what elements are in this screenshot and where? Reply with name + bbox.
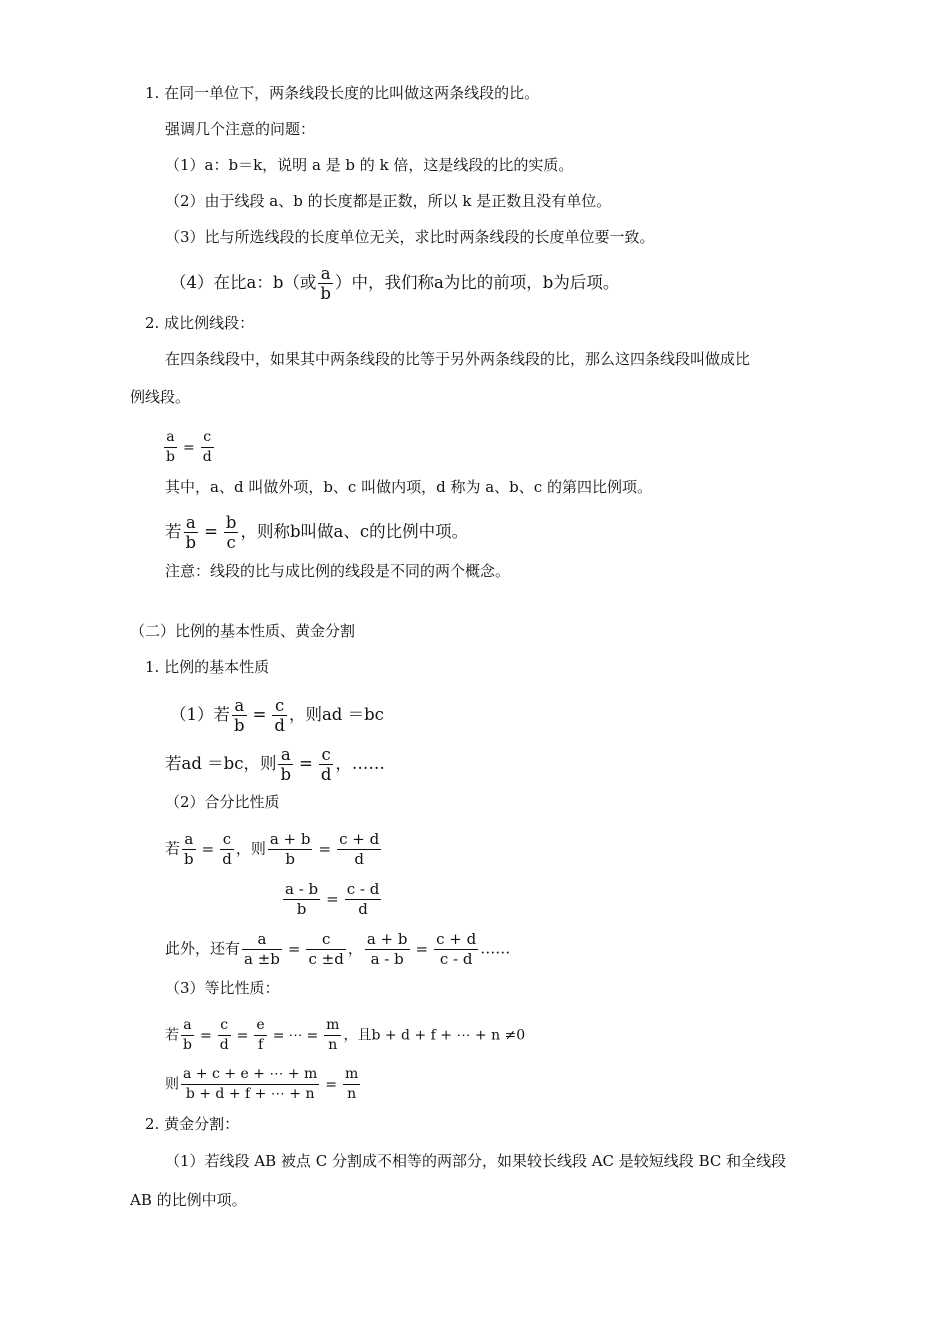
fraction-a-b (278, 745, 293, 784)
numerator: c (272, 696, 287, 716)
denominator: d (274, 716, 285, 735)
denominator: f (257, 1037, 264, 1053)
numerator: a (318, 264, 333, 284)
property-1-pre: （1）若 (170, 705, 230, 724)
comma: ， (347, 939, 363, 958)
fraction-e-f (254, 1016, 266, 1055)
fraction-c-d (220, 830, 234, 869)
denominator: b (320, 284, 331, 303)
fraction-a-b (181, 1016, 194, 1055)
denominator: b (285, 850, 295, 868)
numerator: b (225, 513, 237, 532)
fraction-c-cpmd (306, 930, 345, 969)
denominator: d (202, 449, 212, 465)
mean-proportional (165, 513, 468, 552)
numerator: c (218, 1016, 231, 1036)
ellipsis: …… (480, 939, 511, 958)
property-1 (170, 696, 384, 735)
fraction-a-apmb (242, 930, 282, 969)
then-word: 则 (165, 1076, 179, 1093)
item-2-heading: 2. 成比例线段： (145, 314, 255, 332)
then-word: ，则 (235, 839, 266, 858)
mean-text: ，则称b叫做a、c的比例中项。 (240, 522, 469, 541)
equal-ratio-result (165, 1065, 362, 1104)
emphasis-heading: 强调几个注意的问题： (165, 120, 316, 138)
denominator: d (320, 765, 332, 784)
note-4-post: ）中，我们称a为比的前项，b为后项。 (334, 273, 620, 292)
equals-sign: = (287, 939, 301, 958)
numerator: c (220, 830, 234, 850)
equals-sign: = (299, 754, 313, 773)
proportion-formula (162, 428, 216, 467)
golden-section-line-1: （1）若线段 AB 被点 C 分割成不相等的两部分，如果较长线段 AC 是较短线段 BC 和全线段 (165, 1152, 787, 1170)
componendo-formula (165, 830, 383, 869)
also-word: 此外，还有 (165, 939, 241, 958)
fraction-c-d (218, 1016, 231, 1055)
note-1: （1）a：b＝k，说明 a 是 b 的 k 倍，这是线段的比的实质。 (165, 156, 574, 174)
note-2: （2）由于线段 a、b 的长度都是正数，所以 k 是正数且没有单位。 (165, 192, 612, 210)
equals-sign: = (252, 705, 267, 724)
numerator: m (324, 1016, 341, 1036)
denominator: n (347, 1086, 357, 1102)
equals-sign: = (201, 839, 215, 858)
fraction-apb-b (268, 830, 313, 869)
numerator: a (181, 1016, 194, 1036)
condition: ，且b + d + f + ⋯ + n ≠0 (343, 1027, 526, 1044)
property-3-heading: （3）等比性质： (165, 979, 280, 997)
fraction-c-d (201, 428, 214, 467)
denominator: c ±d (308, 950, 344, 968)
denominator: d (222, 850, 232, 868)
fraction-apb-amb (365, 930, 410, 969)
numerator: c - d (346, 880, 380, 898)
numerator: a (242, 930, 282, 950)
numerator: c (306, 930, 345, 950)
converse-post: ，…… (335, 754, 385, 773)
fraction-a-b (232, 696, 247, 735)
definition-line-2: 例线段。 (130, 388, 191, 406)
fraction-a-over-b (318, 264, 333, 303)
if-word: 若 (165, 839, 181, 858)
numerator: a (184, 513, 199, 533)
equals-sign: = (318, 839, 332, 858)
denominator: b (185, 533, 197, 552)
property-2-heading: （2）合分比性质 (165, 793, 280, 811)
inner-outer-terms: 其中，a、d 叫做外项，b、c 叫做内项，d 称为 a、b、c 的第四比例项。 (165, 478, 652, 496)
numerator: c (201, 428, 214, 448)
numerator: c + d (339, 830, 380, 848)
equals-sign: = (326, 889, 339, 908)
numerator: e (254, 1016, 266, 1036)
equals-sign: = (306, 1027, 319, 1044)
fraction-amb-b (283, 880, 320, 919)
denominator: b (166, 449, 175, 465)
numerator: a + b (269, 830, 311, 848)
numerator: c + d (436, 930, 477, 948)
fraction-m-n (324, 1016, 341, 1055)
denominator: a - b (370, 950, 404, 968)
numerator: a + b (366, 930, 408, 948)
fraction-c-d (272, 696, 287, 735)
fraction-m-n (343, 1065, 360, 1104)
fraction-cmd-d (345, 880, 382, 919)
dividendo-formula (281, 880, 383, 919)
denominator: b + d + f + ⋯ + n (185, 1086, 315, 1102)
denominator: b (234, 716, 245, 735)
if-word: 若 (165, 522, 182, 541)
denominator: b (183, 1037, 192, 1053)
definition-line-1: 在四条线段中，如果其中两条线段的比等于另外两条线段的比，那么这四条线段叫做成比 (165, 350, 751, 368)
basic-property-heading: 1. 比例的基本性质 (145, 658, 270, 676)
denominator: n (328, 1037, 338, 1053)
denominator: c (226, 533, 236, 552)
fraction-a-b (182, 830, 196, 869)
denominator: b (184, 850, 194, 868)
additional-formulas (165, 930, 510, 969)
note-distinction: 注意：线段的比与成比例的线段是不同的两个概念。 (165, 562, 511, 580)
note-3: （3）比与所选线段的长度单位无关，求比时两条线段的长度单位要一致。 (165, 228, 655, 246)
golden-section-heading: 2. 黄金分割： (145, 1115, 240, 1133)
numerator: m (343, 1065, 360, 1085)
denominator: b (296, 900, 307, 918)
fraction-c-d (319, 745, 334, 784)
note-4-pre: （4）在比a：b（或 (170, 273, 317, 292)
converse-pre: 若ad ＝bc，则 (165, 754, 277, 773)
denominator: d (219, 1037, 229, 1053)
property-1-converse (165, 745, 385, 784)
property-1-post: ，则ad ＝bc (288, 705, 384, 724)
numerator: a - b (285, 880, 319, 898)
equals-sign: = (415, 939, 429, 958)
numerator: a (278, 745, 293, 765)
golden-section-line-2: AB 的比例中项。 (130, 1191, 247, 1209)
fraction-a-b (164, 428, 177, 467)
denominator: c - d (439, 950, 473, 968)
denominator: d (358, 900, 368, 918)
equals-sign: = (272, 1027, 285, 1044)
equals-sign: = (325, 1076, 338, 1093)
numerator: a (232, 696, 247, 716)
equals-sign: = (204, 522, 218, 541)
fraction-sum (181, 1065, 319, 1104)
note-4 (170, 264, 619, 303)
denominator: d (354, 850, 364, 868)
if-word: 若 (165, 1027, 179, 1044)
numerator: c (319, 745, 334, 765)
denominator: a ±b (244, 950, 280, 968)
cdots: ⋯ (288, 1027, 303, 1044)
fraction-cpd-cmd (434, 930, 478, 969)
equals-sign: = (236, 1027, 249, 1044)
section-2-heading: （二）比例的基本性质、黄金分割 (130, 622, 356, 640)
numerator: a + c + e + ⋯ + m (181, 1065, 319, 1085)
equal-ratio-formula (165, 1016, 525, 1055)
equals-sign: = (182, 439, 195, 456)
fraction-a-b (184, 513, 199, 552)
numerator: a (164, 428, 177, 448)
item-1-definition: 1. 在同一单位下，两条线段长度的比叫做这两条线段的比。 (145, 84, 540, 102)
equals-sign: = (199, 1027, 212, 1044)
fraction-cpd-d (337, 830, 381, 869)
fraction-b-c (224, 513, 239, 552)
numerator: a (182, 830, 196, 850)
denominator: b (280, 765, 292, 784)
